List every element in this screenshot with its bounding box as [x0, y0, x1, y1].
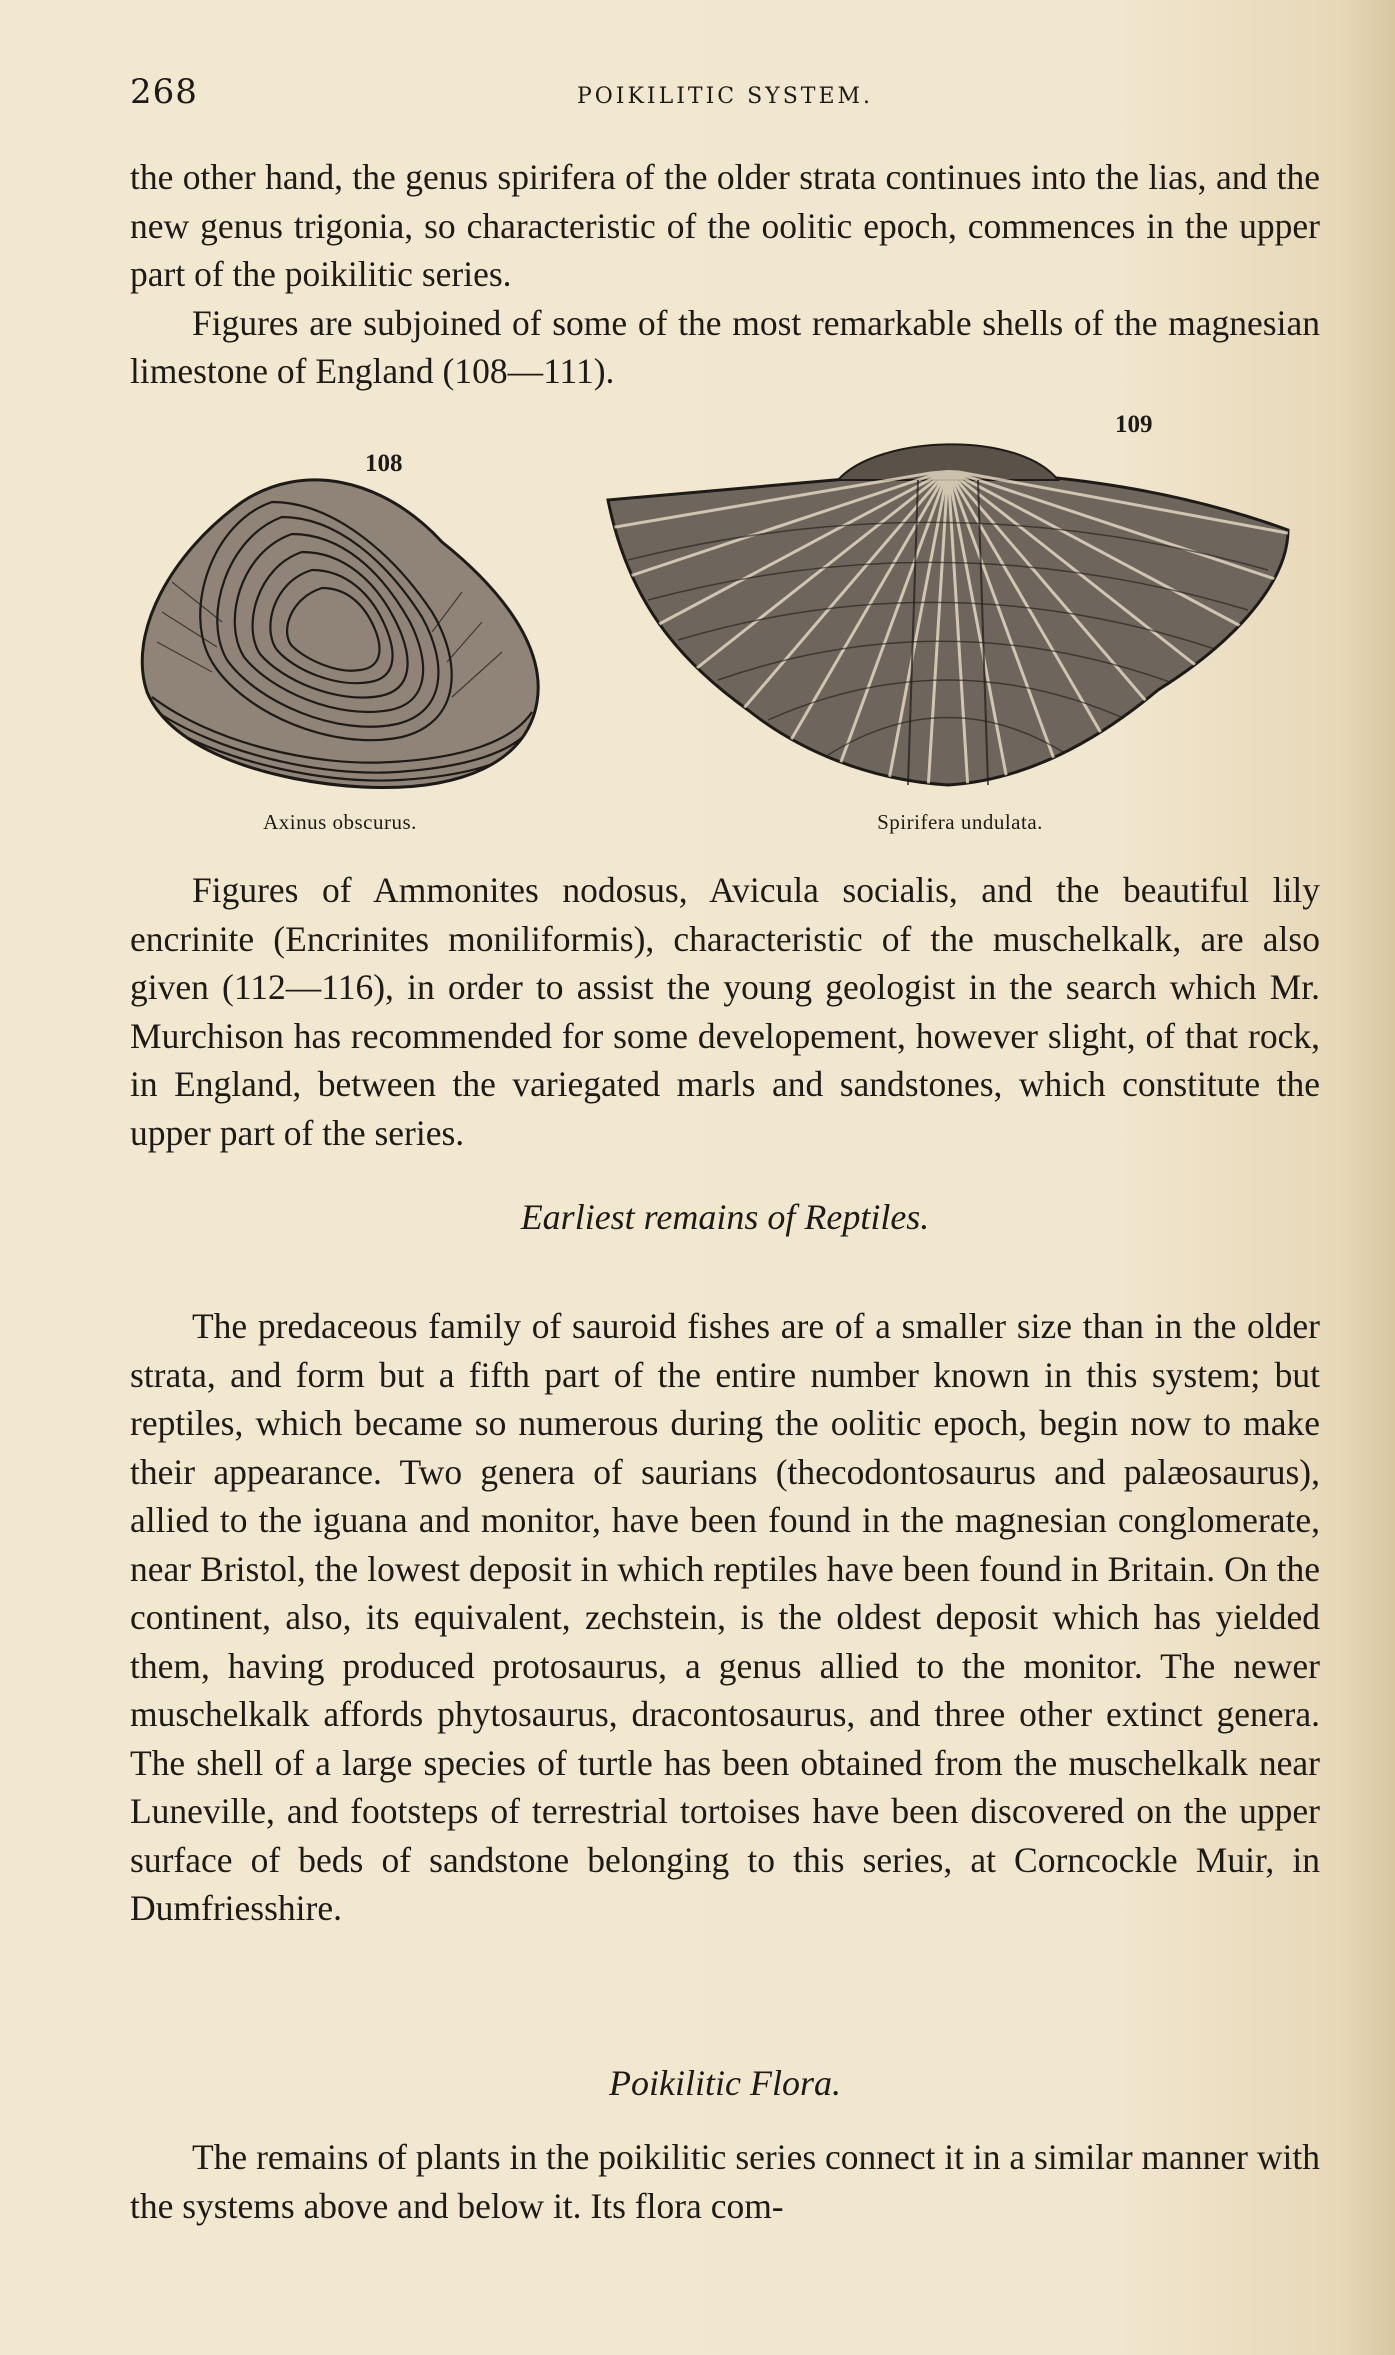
page-header	[130, 72, 1320, 122]
paragraph: Figures of Ammonites nodosus, Avicula socialis, and the beautiful lily encrinite (Encrinites moniliformis), characteristic of the muschelkalk, are also given (112—116), in order to assist the young geologist in the search which Mr. Murchison has recommended for some developement, however slight, of that rock, in England, between the variegated marls and sandstones, which constitute the upper part of the series.	[130, 870, 1320, 1153]
text-block-middle	[130, 866, 1320, 1157]
spirifer-brachiopod-engraving-icon	[598, 420, 1298, 790]
paragraph: the other hand, the genus spirifera of the older strata continues into the lias, and the new genus trigonia, so characteristic of the oolitic epoch, commences in the upper part of the poikilitic series.	[130, 157, 1320, 294]
paragraph: The remains of plants in the poikilitic series connect it in a similar manner with the systems above and below it. Its flora com-	[130, 2137, 1320, 2226]
page-number: 268	[130, 72, 198, 112]
figure-caption: Axinus obscurus.	[263, 810, 417, 834]
section-heading-flora: Poikilitic Flora.	[609, 2063, 841, 2103]
figure-number: 109	[1115, 411, 1153, 438]
figure-number: 108	[365, 450, 403, 477]
text-block-top	[130, 153, 1320, 396]
text-block-reptiles	[130, 1302, 1320, 1933]
text-block-flora	[130, 2133, 1320, 2230]
paragraph: Figures are subjoined of some of the most remarkable shells of the magnesian limestone of England (108—111).	[130, 302, 1320, 391]
section-heading-reptiles: Earliest remains of Reptiles.	[520, 1197, 930, 1237]
figure-caption: Spirifera undulata.	[877, 810, 1043, 834]
bivalve-shell-engraving-icon	[132, 462, 547, 797]
running-head: POIKILITIC SYSTEM.	[576, 84, 874, 109]
paragraph: The predaceous family of sauroid fishes are of a smaller size than in the older strata, and form but a fifth part of the entire number known in this system; but reptiles, which became so numerous during the oolitic epoch, begin now to make their appearance. Two genera of saurians (thecodontosaurus and palæosaurus), allied to the iguana and monitor, have been found in the magnesian conglomerate, near Bristol, the lowest deposit in which reptiles have been found in Britain. On the continent, also, its equivalent, zechstein, is the oldest deposit which has yielded them, having produced protosaurus, a genus allied to the monitor. The newer muschelkalk affords phytosaurus, dracontosaurus, and three other extinct genera. The shell of a large species of turtle has been obtained from the muschelkalk near Luneville, and footsteps of terrestrial tortoises have been discovered on the upper surface of beds of sandstone belonging to this series, at Corncockle Muir, in Dumfriesshire.	[130, 1306, 1320, 1928]
